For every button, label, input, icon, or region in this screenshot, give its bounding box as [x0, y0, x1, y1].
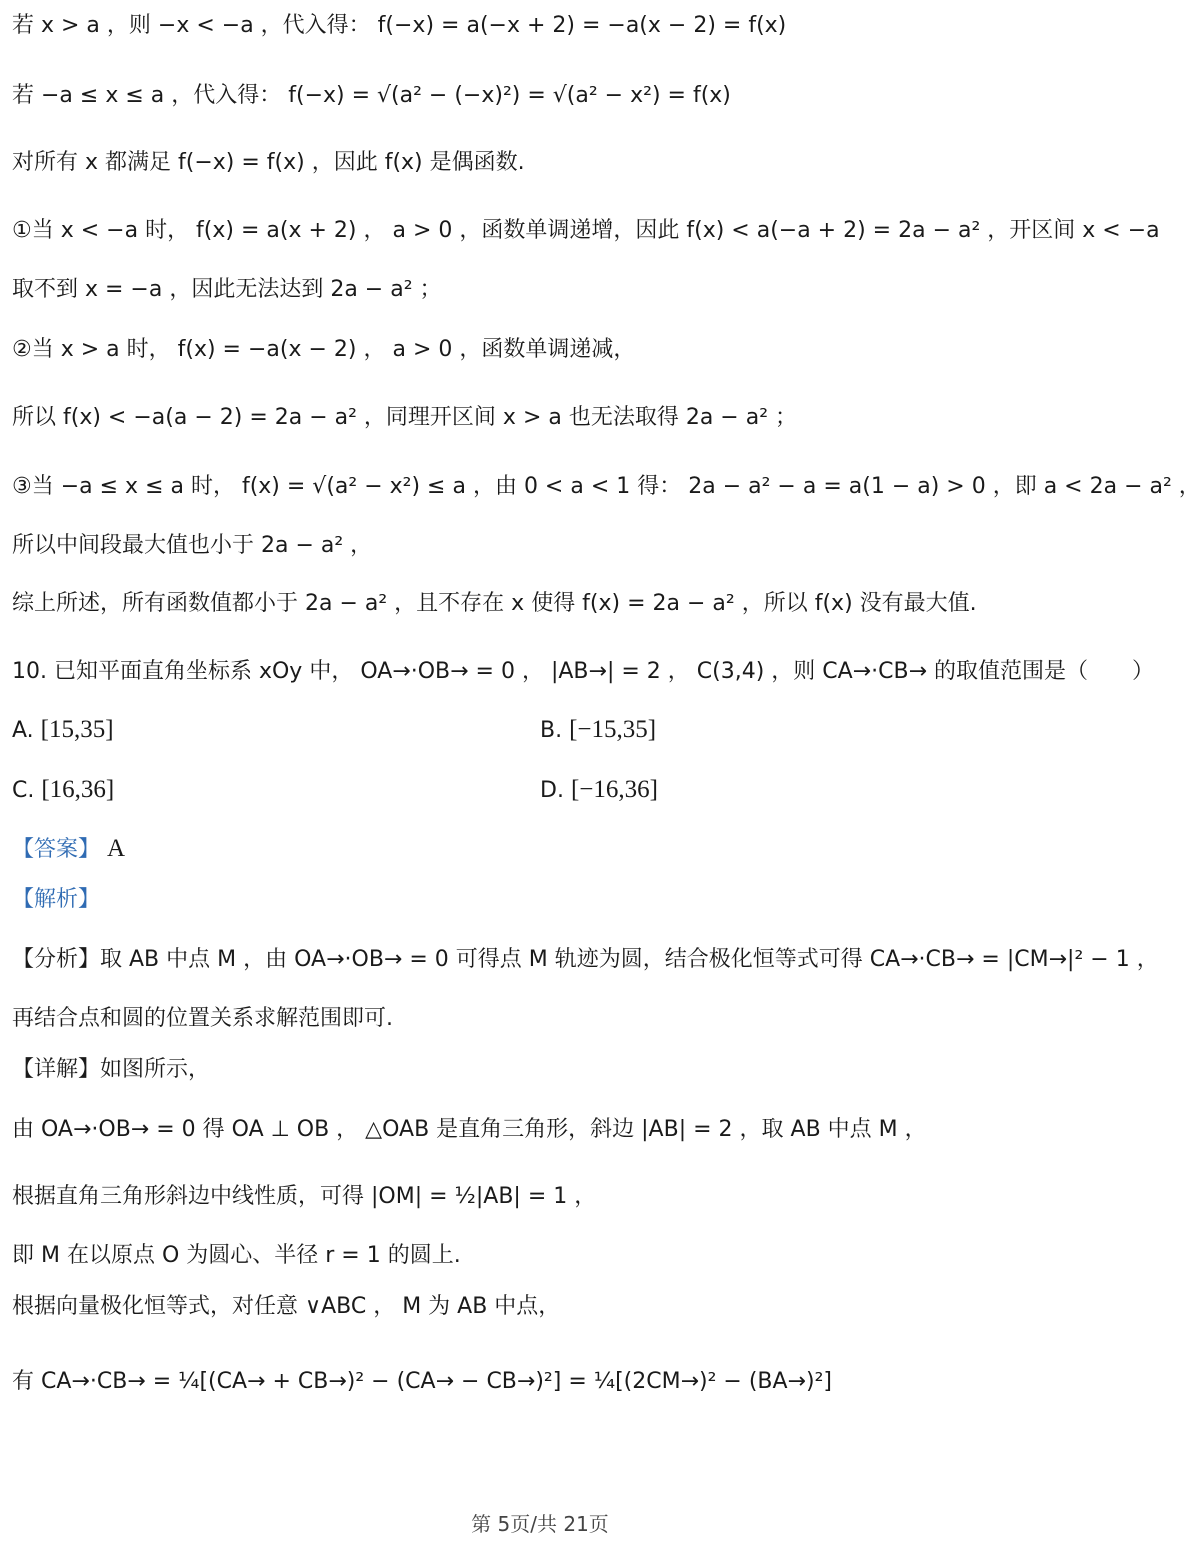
option-b — [540, 710, 656, 751]
proof-line-4: ①当 x < −a 时， f(x) = a(x + 2) ， a > 0 ，函数单调递增，因此 f(x) < a(−a + 2) = 2a − a² ，开区间 x < −a — [12, 218, 1160, 243]
solution-line-1: 【分析】取 AB 中点 M ，由 OA→·OB→ = 0 可得点 M 轨迹为圆，结合极化恒等式可得 CA→·CB→ = |CM→|² − 1 ， — [12, 947, 1159, 972]
proof-line-1: 若 x > a ，则 −x < −a ，代入得： f(−x) = a(−x + 2) = −a(x − 2) = f(x) — [12, 13, 787, 38]
solution-line-4: 由 OA→·OB→ = 0 得 OA ⊥ OB ， △OAB 是直角三角形，斜边 |AB| = 2 ，取 AB 中点 M ， — [12, 1117, 927, 1142]
option-c-label: C. — [12, 778, 35, 803]
option-d — [540, 770, 658, 811]
option-c-value: [16,36] — [41, 776, 115, 803]
solution-line-7: 根据向量极化恒等式，对任意 ∨ABC ， M 为 AB 中点， — [12, 1294, 561, 1319]
answer-tag: 【答案】 — [12, 837, 101, 862]
proof-line-7: 所以 f(x) < −a(a − 2) = 2a − a² ，同理开区间 x > a 也无法取得 2a − a² ； — [12, 405, 798, 430]
solution-line-8: 有 CA→·CB→ = ¼[(CA→ + CB→)² − (CA→ − CB→)²] = ¼[(2CM→)² − (BA→)²] — [12, 1369, 832, 1394]
proof-line-3: 对所有 x 都满足 f(−x) = f(x) ，因此 f(x) 是偶函数. — [12, 150, 525, 175]
option-a-value: [15,35] — [40, 716, 114, 743]
solution-line-3: 【详解】如图所示， — [12, 1057, 211, 1082]
option-d-label: D. — [540, 778, 564, 803]
answer-value: A — [107, 835, 126, 862]
proof-line-5: 取不到 x = −a ，因此无法达到 2a − a² ； — [12, 277, 442, 302]
option-a — [12, 710, 114, 750]
option-d-value: [−16,36] — [570, 776, 658, 803]
answer-line — [12, 829, 125, 869]
proof-line-2: 若 −a ≤ x ≤ a ，代入得： f(−x) = √(a² − (−x)²) = √(a² − x²) = f(x) — [12, 83, 731, 108]
proof-line-9: 所以中间段最大值也小于 2a − a² ， — [12, 533, 373, 558]
analysis-tag: 【解析】 — [12, 887, 101, 912]
page-footer: 第 5页/共 21页 — [471, 1512, 609, 1536]
proof-line-6: ②当 x > a 时， f(x) = −a(x − 2) ， a > 0 ，函数单调递减， — [12, 337, 636, 362]
solution-line-6: 即 M 在以原点 O 为圆心、半径 r = 1 的圆上. — [12, 1243, 461, 1268]
option-b-label: B. — [540, 718, 563, 743]
solution-line-5: 根据直角三角形斜边中线性质，可得 |OM| = ½|AB| = 1 ， — [12, 1184, 597, 1209]
option-a-label: A. — [12, 718, 34, 743]
question-text: 10. 已知平面直角坐标系 xOy 中， OA→·OB→ = 0 ， |AB→| = 2 ， C(3,4) ，则 CA→·CB→ 的取值范围是（ ） — [12, 659, 1154, 684]
solution-line-2: 再结合点和圆的位置关系求解范围即可. — [12, 1006, 393, 1031]
option-b-value: [−15,35] — [569, 716, 657, 743]
proof-line-8: ③当 −a ≤ x ≤ a 时， f(x) = √(a² − x²) ≤ a ，由 0 < a < 1 得： 2a − a² − a = a(1 − a) > 0 ，即 a < 2a − a² ， — [12, 474, 1201, 499]
proof-line-10: 综上所述，所有函数值都小于 2a − a² ，且不存在 x 使得 f(x) = 2a − a² ，所以 f(x) 没有最大值. — [12, 591, 977, 616]
option-c — [12, 770, 114, 810]
